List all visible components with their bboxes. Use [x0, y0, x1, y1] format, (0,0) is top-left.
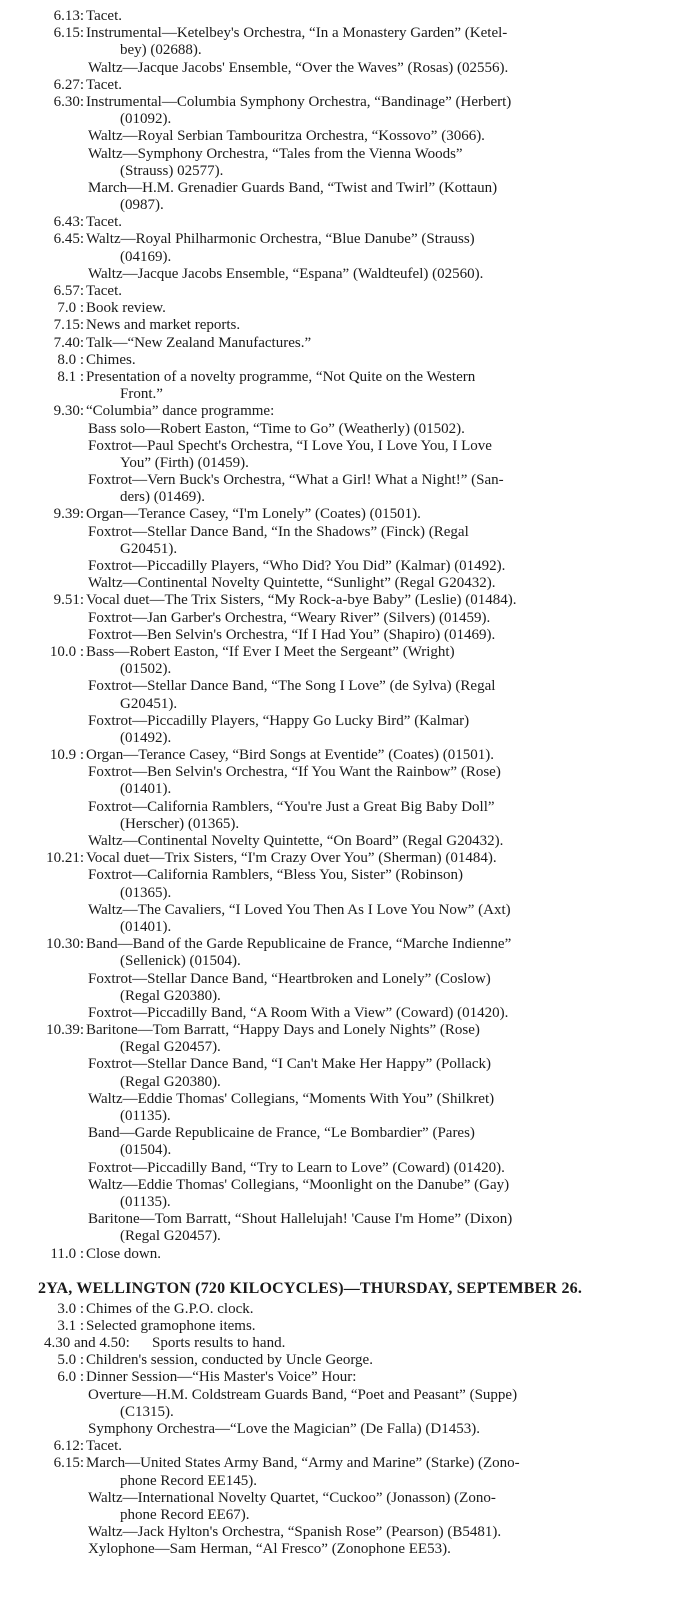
- programme-line: [0, 678, 700, 695]
- programme-line: [0, 231, 700, 248]
- programme-text: Vocal duet—Trix Sisters, “I'm Crazy Over You” (Sherman) (01484).: [86, 850, 497, 867]
- programme-time: 6.12:: [53, 1438, 84, 1455]
- programme-line: [0, 352, 700, 369]
- programme-line: [0, 1194, 700, 1211]
- programme-line: [0, 971, 700, 988]
- programme-line: [0, 180, 700, 197]
- programme-text: Instrumental—Columbia Symphony Orchestra, “Bandinage” (Herbert): [86, 93, 512, 110]
- programme-text: News and market reports.: [86, 317, 241, 334]
- programme-text: Overture—H.M. Coldstream Guards Band, “Poet and Peasant” (Suppe): [88, 1386, 518, 1403]
- programme-time: 10.30:: [46, 936, 84, 953]
- programme-text: (0987).: [120, 197, 164, 214]
- programme-text: Foxtrot—Ben Selvin's Orchestra, “If I Had You” (Shapiro) (01469).: [88, 626, 496, 643]
- programme-line: [0, 816, 700, 833]
- programme-line: [0, 472, 700, 489]
- programme-text: (01135).: [120, 1108, 171, 1124]
- programme-line: [0, 1455, 700, 1472]
- programme-text: Waltz—Royal Philharmonic Orchestra, “Blue Danube” (Strauss): [86, 231, 475, 248]
- programme-time: 3.0 :: [57, 1300, 84, 1317]
- programme-line: [0, 128, 700, 145]
- programme-line: [0, 1421, 700, 1438]
- programme-line: [0, 1022, 700, 1039]
- programme-text: (Regal G20457).: [120, 1228, 221, 1245]
- programme-time: 6.30:: [53, 93, 84, 110]
- programme-text: (Sellenick) (01504).: [120, 953, 241, 970]
- programme-time: 6.13:: [53, 8, 84, 24]
- programme-text: (01135).: [120, 1193, 171, 1210]
- programme-text: Waltz—Eddie Thomas' Collegians, “Moonlight on the Danube” (Gay): [88, 1176, 510, 1193]
- programme-text: Presentation of a novelty programme, “Not Quite on the Western: [86, 368, 476, 385]
- programme-line: [0, 42, 700, 59]
- programme-text: (C1315).: [120, 1403, 174, 1420]
- programme-text: Chimes.: [86, 351, 136, 368]
- programme-text: (04169).: [120, 248, 172, 265]
- programme-text: (Strauss) 02577).: [120, 162, 224, 179]
- programme-time: 10.39:: [46, 1022, 84, 1039]
- programme-line: [0, 558, 700, 575]
- programme-time: 6.0 :: [57, 1369, 84, 1386]
- programme-line: [0, 730, 700, 747]
- programme-time: 6.57:: [53, 283, 84, 299]
- station-heading: 2YA, WELLINGTON (720 KILOCYCLES)—THURSDAY, SEPTEMBER 26.: [38, 1279, 583, 1297]
- programme-text: Waltz—Jack Hylton's Orchestra, “Spanish Rose” (Pearson) (B5481).: [88, 1524, 502, 1541]
- programme-text: You” (Firth) (01459).: [120, 454, 249, 471]
- programme-text: Vocal duet—The Trix Sisters, “My Rock-a-bye Baby” (Leslie) (01484).: [86, 592, 517, 609]
- programme-line: [0, 1541, 700, 1558]
- programme-text: Baritone—Tom Barratt, “Shout Hallelujah! 'Cause I'm Home” (Dixon): [88, 1211, 513, 1228]
- programme-line: [0, 1056, 700, 1073]
- programme-line: [0, 1228, 700, 1245]
- programme-line: [0, 455, 700, 472]
- section-gap: [0, 1263, 700, 1277]
- programme-time: 6.45:: [53, 231, 84, 248]
- programme-time: 10.21:: [46, 850, 84, 867]
- programme-line: [0, 1301, 700, 1318]
- programme-line: [0, 919, 700, 936]
- programme-text: Sports results to hand.: [152, 1335, 286, 1352]
- programme-line: [0, 249, 700, 266]
- programme-line: [0, 1524, 700, 1541]
- programme-text: Waltz—Jacque Jacobs' Ensemble, “Over the Waves” (Rosas) (02556).: [88, 59, 509, 76]
- programme-text: Tacet.: [86, 283, 123, 299]
- programme-line: [0, 403, 700, 420]
- programme-text: Symphony Orchestra—“Love the Magician” (De Falla) (D1453).: [88, 1421, 480, 1437]
- programme-line: [0, 111, 700, 128]
- programme-text: (01401).: [120, 918, 172, 935]
- programme-line: [0, 902, 700, 919]
- programme-text: Foxtrot—Stellar Dance Band, “The Song I Love” (de Sylva) (Regal: [88, 678, 496, 695]
- programme-text: (01092).: [120, 111, 172, 128]
- programme-line: [0, 1473, 700, 1490]
- programme-section-1: [0, 8, 700, 1263]
- programme-section-2: [0, 1301, 700, 1559]
- programme-line: [0, 1369, 700, 1386]
- programme-text: Foxtrot—Piccadilly Players, “Happy Go Lucky Bird” (Kalmar): [88, 712, 470, 729]
- programme-text: (Regal G20380).: [120, 987, 221, 1004]
- programme-line: [0, 541, 700, 558]
- programme-text: Dinner Session—“His Master's Voice” Hour:: [86, 1369, 357, 1386]
- programme-text: Bass—Robert Easton, “If Ever I Meet the Sergeant” (Wright): [86, 643, 455, 660]
- programme-text: March—H.M. Grenadier Guards Band, “Twist and Twirl” (Kottaun): [88, 179, 498, 196]
- programme-line: [0, 1490, 700, 1507]
- programme-text: Organ—Terance Casey, “I'm Lonely” (Coates) (01501).: [86, 506, 421, 523]
- programme-line: [0, 1404, 700, 1421]
- programme-text: Band—Garde Republicaine de France, “Le Bombardier” (Pares): [88, 1125, 475, 1142]
- programme-text: Waltz—Royal Serbian Tambouritza Orchestra, “Kossovo” (3066).: [88, 128, 485, 145]
- programme-time: 6.27:: [53, 76, 84, 93]
- programme-text: Foxtrot—Piccadilly Band, “A Room With a View” (Coward) (01420).: [88, 1004, 509, 1021]
- programme-line: [0, 696, 700, 713]
- programme-line: [0, 506, 700, 523]
- programme-time: 9.39:: [53, 506, 84, 523]
- programme-text: phone Record EE145).: [120, 1472, 258, 1489]
- programme-text: Tacet.: [86, 214, 123, 231]
- programme-line: [0, 1335, 700, 1352]
- programme-text: ders) (01469).: [120, 489, 205, 506]
- programme-time: 3.1 :: [57, 1317, 84, 1334]
- programme-line: [0, 1142, 700, 1159]
- programme-line: [0, 1005, 700, 1022]
- programme-line: [0, 77, 700, 94]
- programme-line: [0, 197, 700, 214]
- programme-line: [0, 610, 700, 627]
- programme-text: Foxtrot—Stellar Dance Band, “Heartbroken and Lonely” (Coslow): [88, 970, 491, 987]
- programme-text: (01492).: [120, 729, 172, 746]
- programme-text: Tacet.: [86, 76, 123, 93]
- programme-line: [0, 283, 700, 300]
- programme-line: [0, 1438, 700, 1455]
- programme-text: Waltz—Symphony Orchestra, “Tales from the Vienna Woods”: [88, 145, 463, 162]
- programme-line: [0, 850, 700, 867]
- programme-time: 7.40:: [53, 334, 84, 351]
- programme-line: [0, 1246, 700, 1263]
- programme-text: “Columbia” dance programme:: [86, 403, 275, 420]
- programme-text: bey) (02688).: [120, 42, 202, 59]
- programme-line: [0, 386, 700, 403]
- programme-text: Talk—“New Zealand Manufactures.”: [86, 334, 312, 351]
- programme-time: 10.0 :: [49, 643, 84, 660]
- programme-text: Foxtrot—Jan Garber's Orchestra, “Weary River” (Silvers) (01459).: [88, 609, 491, 626]
- programme-text: (01401).: [120, 781, 172, 798]
- programme-text: Waltz—Continental Novelty Quintette, “On Board” (Regal G20432).: [88, 833, 504, 849]
- programme-line: [0, 781, 700, 798]
- programme-line: [0, 94, 700, 111]
- programme-line: [0, 885, 700, 902]
- programme-line: [0, 764, 700, 781]
- programme-time: 11.0 :: [50, 1245, 84, 1262]
- programme-text: Foxtrot—Vern Buck's Orchestra, “What a Girl! What a Night!” (San-: [88, 472, 504, 489]
- programme-text: Foxtrot—Piccadilly Players, “Who Did? You Did” (Kalmar) (01492).: [88, 558, 506, 574]
- programme-text: (Regal G20380).: [120, 1073, 221, 1090]
- programme-line: [0, 747, 700, 764]
- programme-line: [0, 335, 700, 352]
- programme-line: [0, 936, 700, 953]
- programme-line: [0, 661, 700, 678]
- programme-time: 6.15:: [53, 1455, 84, 1472]
- programme-time: 8.1 :: [57, 368, 84, 385]
- programme-text: Band—Band of the Garde Republicaine de France, “Marche Indienne”: [86, 936, 512, 953]
- programme-time: 8.0 :: [57, 351, 84, 368]
- programme-line: [0, 421, 700, 438]
- programme-text: Foxtrot—Piccadilly Band, “Try to Learn to Love” (Coward) (01420).: [88, 1159, 505, 1176]
- programme-text: Waltz—Jacque Jacobs Ensemble, “Espana” (Waldteufel) (02560).: [88, 265, 484, 282]
- programme-line: [0, 1074, 700, 1091]
- programme-line: [0, 833, 700, 850]
- programme-line: [0, 1507, 700, 1524]
- programme-line: [0, 1177, 700, 1194]
- programme-time: 9.51:: [53, 592, 84, 609]
- programme-line: [0, 644, 700, 661]
- programme-line: [0, 300, 700, 317]
- programme-text: Foxtrot—Paul Specht's Orchestra, “I Love You, I Love You, I Love: [88, 437, 492, 454]
- programme-line: [0, 1160, 700, 1177]
- programme-text: Foxtrot—Ben Selvin's Orchestra, “If You Want the Rainbow” (Rose): [88, 764, 501, 781]
- programme-text: (01365).: [120, 884, 172, 901]
- programme-text: G20451).: [120, 695, 178, 712]
- programme-time: 9.30:: [53, 403, 84, 420]
- programme-line: [0, 1211, 700, 1228]
- programme-text: Baritone—Tom Barratt, “Happy Days and Lonely Nights” (Rose): [86, 1022, 480, 1039]
- programme-line: [0, 1039, 700, 1056]
- programme-text: Waltz—Continental Novelty Quintette, “Sunlight” (Regal G20432).: [88, 575, 496, 592]
- programme-text: Instrumental—Ketelbey's Orchestra, “In a Monastery Garden” (Ketel-: [86, 25, 508, 42]
- programme-text: (01504).: [120, 1142, 172, 1159]
- programme-text: Front.”: [120, 386, 163, 403]
- programme-text: Foxtrot—California Ramblers, “Bless You, Sister” (Robinson): [88, 867, 463, 884]
- programme-text: Foxtrot—California Ramblers, “You're Just a Great Big Baby Doll”: [88, 798, 495, 815]
- programme-line: [0, 8, 700, 25]
- programme-text: phone Record EE67).: [120, 1506, 250, 1523]
- programme-time: 10.9 :: [49, 747, 84, 764]
- programme-text: (Herscher) (01365).: [120, 815, 240, 832]
- programme-text: Children's session, conducted by Uncle George.: [86, 1352, 373, 1369]
- programme-line: [0, 524, 700, 541]
- programme-line: [0, 369, 700, 386]
- programme-time: 5.0 :: [57, 1352, 84, 1369]
- programme-line: [0, 627, 700, 644]
- programme-line: [0, 1318, 700, 1335]
- programme-line: [0, 317, 700, 334]
- programme-line: [0, 867, 700, 884]
- programme-line: [0, 266, 700, 283]
- programme-text: Book review.: [86, 300, 166, 317]
- programme-time: 7.0 :: [57, 300, 84, 317]
- programme-text: Foxtrot—Stellar Dance Band, “I Can't Make Her Happy” (Pollack): [88, 1056, 492, 1073]
- programme-line: [0, 713, 700, 730]
- programme-line: [0, 25, 700, 42]
- programme-line: [0, 489, 700, 506]
- programme-text: Bass solo—Robert Easton, “Time to Go” (Weatherly) (01502).: [88, 420, 465, 437]
- programme-line: [0, 592, 700, 609]
- programme-line: [0, 799, 700, 816]
- programme-text: Organ—Terance Casey, “Bird Songs at Eventide” (Coates) (01501).: [86, 747, 494, 764]
- programme-text: Xylophone—Sam Herman, “Al Fresco” (Zonophone EE53).: [88, 1541, 451, 1558]
- programme-line: [0, 575, 700, 592]
- programme-text: Tacet.: [86, 1438, 123, 1455]
- programme-line: [0, 953, 700, 970]
- programme-time: 6.15:: [53, 25, 84, 42]
- programme-text: Close down.: [86, 1245, 161, 1262]
- programme-time: 7.15:: [53, 317, 84, 334]
- programme-text: Chimes of the G.P.O. clock.: [86, 1300, 254, 1317]
- programme-text: Waltz—The Cavaliers, “I Loved You Then As I Love You Now” (Axt): [88, 901, 511, 918]
- programme-time: 4.30 and 4.50:: [44, 1335, 130, 1352]
- programme-text: Waltz—Eddie Thomas' Collegians, “Moments With You” (Shilkret): [88, 1090, 495, 1107]
- programme-line: [0, 60, 700, 77]
- programme-text: (Regal G20457).: [120, 1039, 221, 1056]
- programme-line: [0, 214, 700, 231]
- programme-text: Foxtrot—Stellar Dance Band, “In the Shadows” (Finck) (Regal: [88, 523, 469, 540]
- programme-line: [0, 1352, 700, 1369]
- programme-line: [0, 988, 700, 1005]
- programme-line: [0, 1387, 700, 1404]
- programme-text: Waltz—International Novelty Quartet, “Cuckoo” (Jonasson) (Zono-: [88, 1489, 496, 1506]
- programme-line: [0, 146, 700, 163]
- programme-text: G20451).: [120, 540, 178, 557]
- programme-text: March—United States Army Band, “Army and Marine” (Starke) (Zono-: [86, 1455, 520, 1472]
- programme-text: (01502).: [120, 661, 172, 678]
- programme-line: [0, 438, 700, 455]
- programme-time: 6.43:: [53, 214, 84, 231]
- programme-line: [0, 163, 700, 180]
- programme-line: [0, 1091, 700, 1108]
- programme-text: Selected gramophone items.: [86, 1317, 256, 1334]
- programme-line: [0, 1108, 700, 1125]
- programme-text: Tacet.: [86, 8, 123, 24]
- programme-line: [0, 1125, 700, 1142]
